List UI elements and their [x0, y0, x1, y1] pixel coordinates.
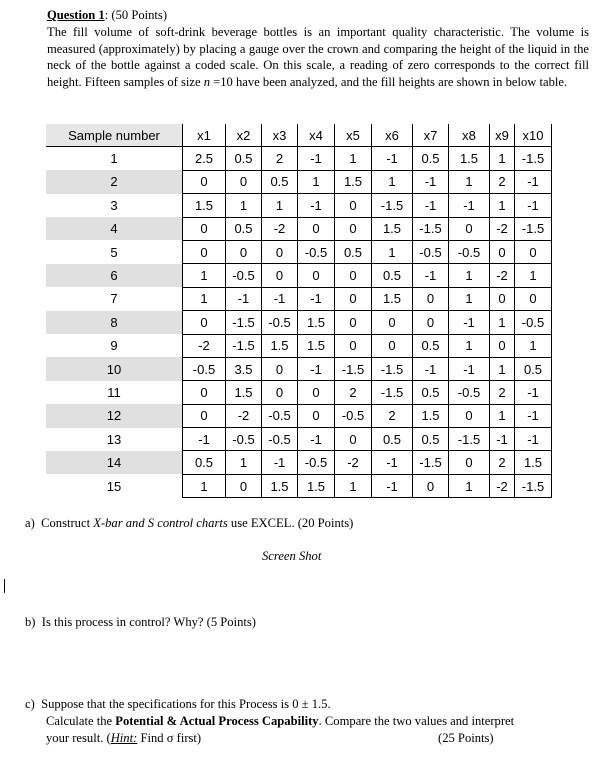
value-cell: 0 — [183, 217, 226, 240]
sample-number-cell: 7 — [110, 291, 118, 307]
value-cell: 1 — [490, 194, 515, 217]
question-title: Question 1 — [47, 8, 105, 22]
value-cell: 1.5 — [298, 311, 335, 334]
value-cell: 0 — [262, 240, 298, 263]
value-cell: 0 — [183, 404, 226, 427]
table-row — [46, 287, 552, 310]
value-cell: -0.5 — [183, 357, 226, 380]
value-cell: 0.5 — [515, 357, 552, 380]
value-cell: -1 — [298, 287, 335, 310]
value-cell: 0.5 — [413, 147, 449, 170]
value-cell: 0 — [298, 217, 335, 240]
question-points: : (50 Points) — [104, 8, 168, 22]
value-cell: 1 — [335, 474, 372, 497]
part-c-points: (25 Points) — [438, 731, 494, 745]
table-row — [46, 147, 552, 170]
question-text-n: n — [203, 75, 210, 90]
value-cell: -1 — [449, 194, 490, 217]
value-cell: 1 — [515, 334, 552, 357]
value-cell: -1.5 — [372, 194, 413, 217]
value-cell: 2 — [490, 170, 515, 193]
value-cell: 2 — [490, 451, 515, 474]
value-cell: -1 — [372, 451, 413, 474]
value-cell: 0 — [183, 311, 226, 334]
sample-number-cell: 9 — [110, 338, 118, 354]
part-c-line2-b: . Compare the two values and interpret — [318, 714, 515, 728]
header-x10: x10 — [515, 124, 552, 147]
value-cell: -1.5 — [372, 381, 413, 404]
part-c-hint: Hint: — [110, 731, 138, 745]
value-cell: -1.5 — [335, 357, 372, 380]
header-x8: x8 — [449, 124, 490, 147]
part-c-line1: Suppose that the specifications for this Process is 0 ± 1.5. — [41, 697, 331, 711]
value-cell: 0.5 — [335, 240, 372, 263]
value-cell: 1 — [449, 264, 490, 287]
value-cell: 1.5 — [372, 217, 413, 240]
value-cell: 0 — [335, 264, 372, 287]
value-cell: -0.5 — [262, 428, 298, 451]
table-body — [46, 147, 552, 498]
sample-number-cell: 10 — [46, 357, 183, 380]
value-cell: -1.5 — [372, 357, 413, 380]
table-row — [46, 334, 552, 357]
sample-number-cell: 12 — [46, 404, 183, 427]
sample-number-cell: 13 — [106, 431, 122, 447]
value-cell: -1 — [449, 357, 490, 380]
value-cell: 0.5 — [413, 381, 449, 404]
value-cell: -1 — [413, 357, 449, 380]
part-a-text-1: Construct — [41, 516, 94, 530]
value-cell: 2 — [335, 381, 372, 404]
value-cell: 1.5 — [335, 170, 372, 193]
value-cell: 0 — [490, 334, 515, 357]
value-cell: 1.5 — [298, 334, 335, 357]
sample-number-cell: 14 — [46, 451, 183, 474]
table-header-row — [46, 124, 552, 147]
value-cell: -0.5 — [262, 404, 298, 427]
part-c — [25, 696, 585, 747]
value-cell: 0 — [335, 194, 372, 217]
value-cell: -0.5 — [449, 381, 490, 404]
part-b-label: b) — [25, 615, 36, 629]
value-cell: 0.5 — [372, 264, 413, 287]
value-cell: 0 — [335, 311, 372, 334]
value-cell: 1 — [490, 147, 515, 170]
value-cell: 0 — [335, 428, 372, 451]
value-cell: -1 — [490, 428, 515, 451]
header-x4: x4 — [298, 124, 335, 147]
value-cell: -1 — [515, 170, 552, 193]
value-cell: 1.5 — [298, 474, 335, 497]
value-cell: 0 — [183, 381, 226, 404]
part-c-line3-b: Find σ first) — [137, 731, 202, 745]
table-row — [46, 474, 552, 497]
value-cell: -1 — [298, 357, 335, 380]
value-cell: -1.5 — [413, 451, 449, 474]
value-cell: -1 — [262, 451, 298, 474]
table-row — [46, 240, 552, 263]
value-cell: 1 — [490, 311, 515, 334]
question-text-2: =10 have been analyzed, and the fill heights are shown in below table. — [209, 75, 568, 90]
value-cell: -2 — [335, 451, 372, 474]
part-b — [25, 614, 256, 631]
value-cell: -0.5 — [515, 311, 552, 334]
value-cell: -1.5 — [226, 311, 262, 334]
value-cell: 1.5 — [449, 147, 490, 170]
value-cell: 0.5 — [372, 428, 413, 451]
value-cell: -0.5 — [298, 240, 335, 263]
value-cell: -1.5 — [515, 474, 552, 497]
value-cell: 1 — [449, 474, 490, 497]
table-row — [46, 170, 552, 193]
table-row — [46, 311, 552, 334]
sample-number-cell: 4 — [46, 217, 183, 240]
value-cell: 0 — [449, 217, 490, 240]
value-cell: 0 — [262, 357, 298, 380]
value-cell: -1 — [372, 474, 413, 497]
sample-number-cell: 8 — [46, 311, 183, 334]
value-cell: 1 — [449, 170, 490, 193]
value-cell: 1 — [515, 264, 552, 287]
value-cell: -1 — [226, 287, 262, 310]
value-cell: 0 — [335, 334, 372, 357]
value-cell: 0 — [298, 381, 335, 404]
value-cell: 1 — [449, 287, 490, 310]
header-x6: x6 — [372, 124, 413, 147]
value-cell: 2.5 — [183, 147, 226, 170]
value-cell: -2 — [183, 334, 226, 357]
value-cell: -1.5 — [449, 428, 490, 451]
header-sample-number: Sample number — [46, 124, 183, 147]
value-cell: 1 — [226, 451, 262, 474]
value-cell: 0.5 — [413, 334, 449, 357]
value-cell: 1 — [183, 474, 226, 497]
table-row — [46, 194, 552, 217]
value-cell: -1.5 — [515, 147, 552, 170]
value-cell: 1 — [449, 334, 490, 357]
value-cell: 1 — [372, 240, 413, 263]
value-cell: -2 — [490, 264, 515, 287]
value-cell: 0.5 — [226, 217, 262, 240]
value-cell: -1 — [449, 311, 490, 334]
table-row — [46, 217, 552, 240]
value-cell: -2 — [490, 217, 515, 240]
value-cell: -1 — [262, 287, 298, 310]
sample-number-cell: 6 — [46, 264, 183, 287]
value-cell: 0 — [413, 287, 449, 310]
value-cell: 1.5 — [413, 404, 449, 427]
value-cell: -1 — [298, 428, 335, 451]
value-cell: -1 — [298, 147, 335, 170]
value-cell: 0 — [515, 240, 552, 263]
value-cell: 1.5 — [515, 451, 552, 474]
value-cell: -0.5 — [226, 264, 262, 287]
value-cell: 1 — [226, 194, 262, 217]
value-cell: 0.5 — [413, 428, 449, 451]
question-text-1: The fill volume of soft-drink beverage bottles is an important quality characteristic. The volume is measured (approximately) by placing a gauge over the crown and comparing the height of the liquid in the neck of the bottle against a coded scale. On this scale, a reading of zero corresponds to the correct fill height. Fifteen samples of size — [47, 24, 589, 90]
value-cell: -0.5 — [449, 240, 490, 263]
value-cell: -1 — [183, 428, 226, 451]
sample-number-cell: 3 — [110, 197, 118, 213]
part-c-line3-a: your result. ( — [46, 731, 111, 745]
value-cell: 0 — [298, 264, 335, 287]
table-row — [46, 451, 552, 474]
value-cell: 0 — [372, 311, 413, 334]
value-cell: 0 — [183, 240, 226, 263]
header-x7: x7 — [413, 124, 449, 147]
value-cell: -1.5 — [413, 217, 449, 240]
value-cell: 2 — [372, 404, 413, 427]
part-c-label: c) — [25, 697, 35, 711]
table-row — [46, 404, 552, 427]
value-cell: -2 — [262, 217, 298, 240]
margin-mark — [4, 579, 5, 593]
value-cell: 1 — [183, 287, 226, 310]
value-cell: 1 — [183, 264, 226, 287]
value-cell: 2 — [490, 381, 515, 404]
part-c-line2-bold: Potential & Actual Process Capability — [115, 714, 319, 728]
value-cell: 1.5 — [372, 287, 413, 310]
header-x2: x2 — [226, 124, 262, 147]
value-cell: -1.5 — [515, 217, 552, 240]
value-cell: 1 — [335, 147, 372, 170]
value-cell: 0 — [335, 217, 372, 240]
value-cell: -1 — [515, 428, 552, 451]
value-cell: 1 — [262, 194, 298, 217]
part-a — [25, 515, 353, 532]
value-cell: 0 — [183, 170, 226, 193]
value-cell: -2 — [226, 404, 262, 427]
value-cell: 0 — [262, 381, 298, 404]
value-cell: 1 — [372, 170, 413, 193]
header-x1: x1 — [183, 124, 226, 147]
value-cell: -0.5 — [262, 311, 298, 334]
value-cell: -1.5 — [226, 334, 262, 357]
value-cell: 1.5 — [262, 474, 298, 497]
value-cell: 0 — [298, 404, 335, 427]
value-cell: -1 — [413, 194, 449, 217]
value-cell: 1.5 — [262, 334, 298, 357]
value-cell: -1 — [413, 264, 449, 287]
value-cell: 1.5 — [183, 194, 226, 217]
table-row — [46, 428, 552, 451]
part-a-text-2: use EXCEL. (20 Points) — [227, 516, 354, 530]
sample-number-cell: 2 — [46, 170, 183, 193]
table-row — [46, 264, 552, 287]
value-cell: -1 — [298, 194, 335, 217]
sample-number-cell: 5 — [110, 244, 118, 260]
question-block — [47, 7, 589, 91]
value-cell: 0 — [226, 170, 262, 193]
header-x3: x3 — [262, 124, 298, 147]
part-b-text: Is this process in control? Why? (5 Points) — [41, 615, 256, 629]
value-cell: 2 — [262, 147, 298, 170]
sample-number-cell: 15 — [106, 478, 122, 494]
value-cell: 0.5 — [226, 147, 262, 170]
value-cell: 1 — [298, 170, 335, 193]
value-cell: -2 — [490, 474, 515, 497]
value-cell: 0 — [515, 287, 552, 310]
value-cell: 0 — [449, 451, 490, 474]
value-cell: 0.5 — [183, 451, 226, 474]
header-x9: x9 — [490, 124, 515, 147]
value-cell: 0 — [490, 287, 515, 310]
value-cell: 0.5 — [262, 170, 298, 193]
sample-number-cell: 1 — [110, 151, 118, 167]
value-cell: 0 — [413, 474, 449, 497]
value-cell: -1 — [413, 170, 449, 193]
value-cell: 0 — [372, 334, 413, 357]
value-cell: -0.5 — [413, 240, 449, 263]
part-a-label: a) — [25, 516, 35, 530]
value-cell: 1 — [490, 357, 515, 380]
value-cell: 3.5 — [226, 357, 262, 380]
value-cell: 0 — [413, 311, 449, 334]
part-a-text-italic: X-bar and S control charts — [93, 516, 228, 530]
value-cell: -0.5 — [226, 428, 262, 451]
value-cell: 0 — [226, 474, 262, 497]
value-cell: -1 — [515, 381, 552, 404]
header-x5: x5 — [335, 124, 372, 147]
value-cell: 0 — [490, 240, 515, 263]
screenshot-placeholder: Screen Shot — [262, 549, 322, 563]
value-cell: 0 — [226, 240, 262, 263]
table-row — [46, 357, 552, 380]
sample-number-cell: 11 — [107, 384, 121, 400]
value-cell: -0.5 — [335, 404, 372, 427]
value-cell: 0 — [262, 264, 298, 287]
value-cell: -1 — [372, 147, 413, 170]
value-cell: 0 — [335, 287, 372, 310]
value-cell: -0.5 — [298, 451, 335, 474]
value-cell: 1 — [490, 404, 515, 427]
value-cell: -1 — [515, 194, 552, 217]
fill-height-table — [46, 124, 552, 498]
part-c-line2-a: Calculate the — [46, 714, 116, 728]
table-row — [46, 381, 552, 404]
value-cell: -1 — [515, 404, 552, 427]
value-cell: 0 — [449, 404, 490, 427]
value-cell: 1.5 — [226, 381, 262, 404]
